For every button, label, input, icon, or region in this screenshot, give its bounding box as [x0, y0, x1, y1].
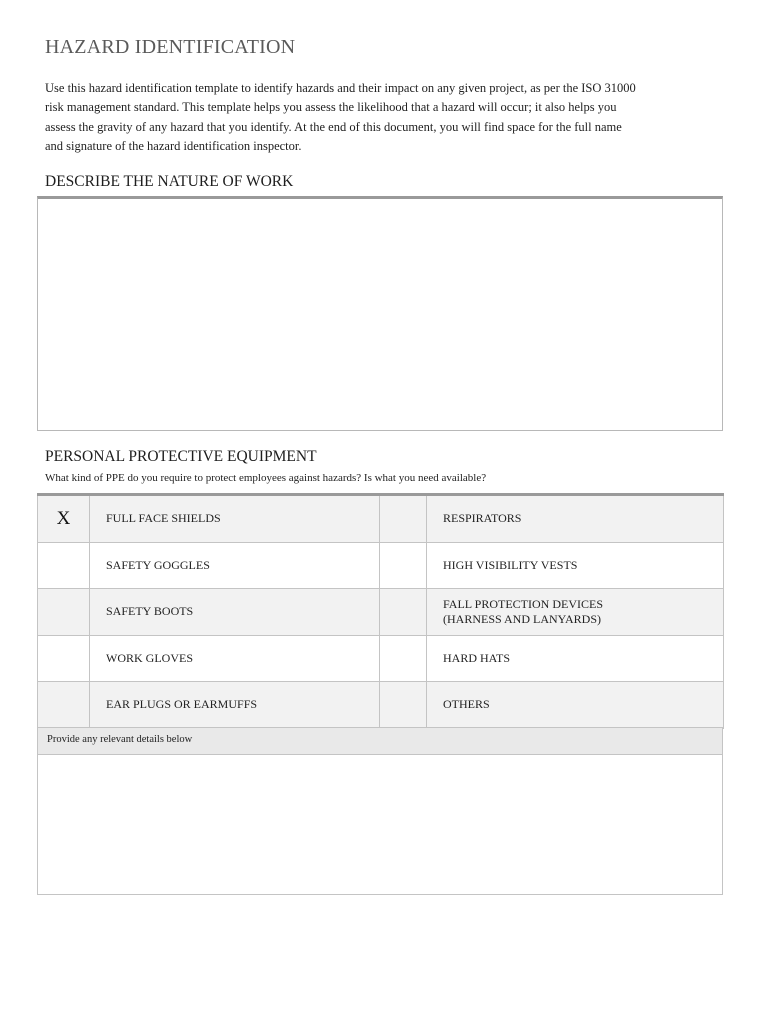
ppe-label-text: FALL PROTECTION DEVICES [443, 596, 603, 611]
ppe-label-text: SAFETY BOOTS [106, 604, 194, 619]
ppe-checkbox-full-face-shields[interactable]: X [38, 495, 90, 543]
ppe-label-safety-boots [90, 589, 380, 636]
ppe-checkbox-safety-goggles[interactable] [38, 542, 90, 589]
ppe-label-text: FULL FACE SHIELDS [106, 511, 221, 526]
ppe-checkbox-safety-boots[interactable] [38, 589, 90, 636]
ppe-heading: PERSONAL PROTECTIVE EQUIPMENT [45, 448, 317, 465]
ppe-checkbox-work-gloves[interactable] [38, 635, 90, 682]
ppe-label-work-gloves [90, 635, 380, 682]
ppe-checkbox-others[interactable] [380, 682, 427, 729]
ppe-checkbox-fall-protection-devices[interactable] [380, 589, 427, 636]
ppe-label-subtext: (HARNESS AND LANYARDS) [443, 611, 602, 626]
ppe-label-text: OTHERS [443, 697, 490, 712]
intro-paragraph [45, 79, 725, 156]
ppe-label-respirators [427, 495, 724, 543]
intro-line: and signature of the hazard identification inspector. [45, 138, 302, 153]
ppe-label-text: WORK GLOVES [106, 650, 193, 665]
ppe-label-text: RESPIRATORS [443, 511, 522, 526]
ppe-label-full-face-shields [90, 495, 380, 543]
table-row [38, 495, 724, 543]
ppe-checklist-table [37, 493, 724, 729]
ppe-checkbox-ear-plugs-or-earmuffs[interactable] [38, 682, 90, 729]
nature-of-work-field[interactable] [37, 196, 723, 431]
ppe-label-text: EAR PLUGS OR EARMUFFS [106, 697, 258, 712]
ppe-label-ear-plugs-or-earmuffs [90, 682, 380, 729]
table-row [38, 682, 724, 729]
ppe-label-high-visibility-vests [427, 542, 724, 589]
details-label: Provide any relevant details below [47, 734, 193, 745]
intro-line: Use this hazard identification template to identify hazards and their impact on any given project, as per the ISO 31000 [45, 81, 636, 95]
table-row [38, 589, 724, 636]
table-row [38, 635, 724, 682]
nature-of-work-heading: DESCRIBE THE NATURE OF WORK [45, 173, 294, 190]
details-header-bar [37, 727, 723, 754]
ppe-label-text: HARD HATS [443, 650, 511, 665]
ppe-checkbox-respirators[interactable] [380, 495, 427, 543]
ppe-label-hard-hats [427, 635, 724, 682]
intro-line: assess the gravity of any hazard that you identify. At the end of this document, you will find space for the full name [45, 119, 622, 134]
table-row [38, 542, 724, 589]
intro-line: risk management standard. This template helps you assess the likelihood that a hazard will occur; it also helps you [45, 100, 617, 115]
ppe-label-fall-protection-devices [427, 589, 724, 636]
ppe-label-text: SAFETY GOGGLES [106, 557, 210, 572]
document-title: HAZARD IDENTIFICATION [45, 36, 296, 58]
ppe-label-others [427, 682, 724, 729]
ppe-checkbox-hard-hats[interactable] [380, 635, 427, 682]
ppe-question: What kind of PPE do you require to protect employees against hazards? Is what you need available? [45, 472, 487, 484]
ppe-label-safety-goggles [90, 542, 380, 589]
ppe-details-field[interactable] [37, 754, 723, 895]
ppe-label-text: HIGH VISIBILITY VESTS [443, 557, 578, 572]
ppe-checkbox-high-visibility-vests[interactable] [380, 542, 427, 589]
